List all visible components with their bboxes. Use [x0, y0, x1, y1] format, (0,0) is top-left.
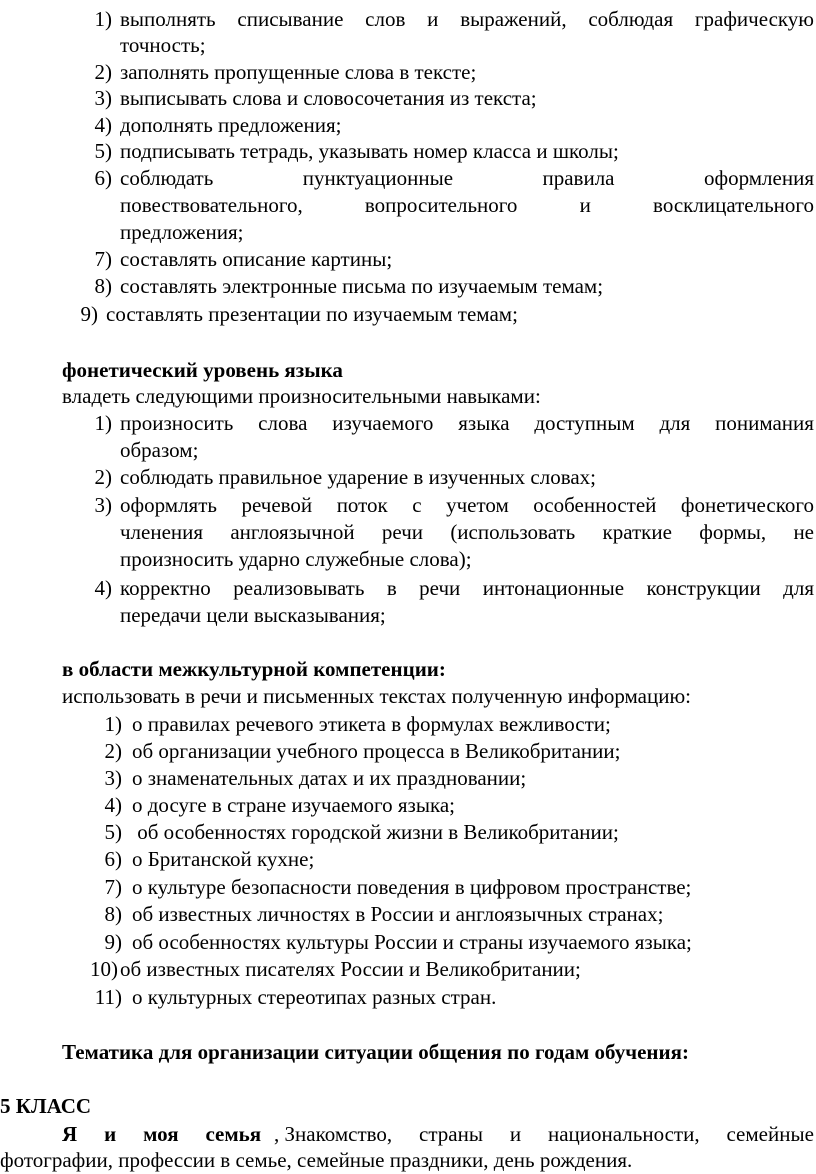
word: фонетического [680, 493, 814, 517]
word: и [579, 193, 591, 217]
topic-title-word: Я [62, 1122, 78, 1146]
list-item-number: 4) [104, 793, 122, 817]
list-item-number: 3) [94, 86, 112, 110]
word: выражений, [460, 7, 567, 31]
word: членения [120, 520, 204, 544]
list-item-text: составлять электронные письма по изучаемым темам; [120, 274, 604, 298]
list-item-number: 8) [104, 902, 122, 926]
list-item-number: 1) [104, 712, 122, 736]
list-item-text: о правилах речевого этикета в формулах вежливости; [132, 712, 611, 736]
word: восклицательного [653, 193, 814, 217]
word: реализовывать [233, 576, 365, 600]
list-item-number: 7) [104, 875, 122, 899]
word: доступным [534, 411, 635, 435]
section-intro: использовать в речи и письменных текстах полученную информацию: [62, 684, 691, 708]
topic-title-word: семья [205, 1122, 262, 1146]
list-item-text: о культуре безопасности поведения в цифровом пространстве; [132, 875, 692, 899]
word: оформлять [120, 493, 217, 517]
list-item-text-line: образом; [120, 438, 199, 462]
topic-title-word: моя [143, 1122, 179, 1146]
word: повествовательного, [120, 193, 303, 217]
word: языка [458, 411, 510, 435]
word: национальности, [548, 1122, 700, 1146]
word: и [509, 1122, 522, 1146]
list-item-text-line: произносить ударно служебные слова); [120, 547, 472, 571]
word: учетом [446, 493, 509, 517]
list-item-number: 5) [104, 820, 122, 844]
list-item-number: 1) [94, 7, 112, 31]
word: не [793, 520, 814, 544]
list-item-text: о культурных стереотипах разных стран. [132, 985, 497, 1009]
word: конструкции [646, 576, 761, 600]
word: (использовать [450, 520, 576, 544]
word: для [783, 576, 814, 600]
word: в [386, 576, 397, 600]
list-item-text-line [120, 575, 814, 601]
word: слова [258, 411, 308, 435]
list-item-number: 2) [94, 465, 112, 489]
word: правила [542, 166, 615, 190]
list-item-text: об организации учебного процесса в Великобритании; [132, 739, 621, 763]
word: особенностей [533, 493, 657, 517]
list-item-text: дополнять предложения; [120, 113, 342, 137]
word: вопросительного [364, 193, 518, 217]
section-heading: фонетический уровень языка [62, 358, 343, 382]
list-item-number: 4) [94, 576, 112, 600]
section-heading: в области межкультурной компетенции: [62, 657, 446, 681]
list-item-number: 5) [94, 139, 112, 163]
word: речевой [241, 493, 313, 517]
section-intro: владеть следующими произносительными навыками: [62, 384, 541, 408]
list-item-number: 6) [104, 847, 122, 871]
word: речи [381, 520, 424, 544]
word: пунктуационные [302, 166, 454, 190]
word: списывание [237, 7, 344, 31]
list-item-text: о досуге в стране изучаемого языка; [132, 793, 455, 817]
word: семейные [726, 1122, 814, 1146]
topics-heading: Тематика для организации ситуации общения по годам обучения: [62, 1040, 689, 1064]
word: , Знакомство, [274, 1122, 393, 1146]
list-item-text-line [120, 192, 814, 218]
grade-title: 5 КЛАСС [0, 1094, 92, 1118]
list-item-number: 10) [90, 957, 118, 981]
word: интонационные [482, 576, 625, 600]
list-item-text-line [120, 492, 814, 518]
list-item-text-line: передачи цели высказывания; [120, 603, 386, 627]
word: для [659, 411, 691, 435]
word: оформления [703, 166, 814, 190]
list-item-number: 9) [80, 302, 98, 326]
word: краткие [602, 520, 672, 544]
list-item-number: 2) [104, 739, 122, 763]
list-item-number: 3) [94, 493, 112, 517]
list-item-number: 7) [94, 247, 112, 271]
word: соблюдая [588, 7, 674, 31]
word: соблюдать [120, 166, 214, 190]
list-item-text: заполнять пропущенные слова в тексте; [120, 60, 477, 84]
list-item-text-line: предложения; [120, 220, 244, 244]
word: понимания [715, 411, 814, 435]
list-item-text-line [120, 519, 814, 545]
list-item-text: подписывать тетрадь, указывать номер класса и школы; [120, 139, 619, 163]
list-item-text: об особенностях культуры России и страны изучаемого языка; [132, 930, 692, 954]
word: слов [365, 7, 406, 31]
list-item-text: о знаменательных датах и их праздновании; [132, 766, 527, 790]
list-item-number: 4) [94, 113, 112, 137]
paragraph-line [62, 1121, 814, 1147]
list-item-text: составлять описание картины; [120, 247, 393, 271]
list-item-number: 1) [94, 411, 112, 435]
list-item-text: составлять презентации по изучаемым темам; [106, 302, 518, 326]
word: с [412, 493, 422, 517]
list-item-text: соблюдать правильное ударение в изученных словах; [120, 465, 597, 489]
list-item-number: 11) [94, 985, 122, 1009]
list-item-text: выписывать слова и словосочетания из текста; [120, 86, 537, 110]
word: речи [419, 576, 461, 600]
list-item-text: об особенностях городской жизни в Великобритании; [132, 820, 619, 844]
word: англоязычной [230, 520, 355, 544]
list-item-text: об известных писателях России и Великобритании; [120, 957, 581, 981]
word: произносить [120, 411, 234, 435]
word: корректно [120, 576, 211, 600]
list-item-number: 8) [94, 274, 112, 298]
word: поток [336, 493, 388, 517]
list-item-text-line: точность; [120, 33, 206, 57]
list-item-text-line [120, 410, 814, 436]
list-item-number: 9) [104, 930, 122, 954]
list-item-text: об известных личностях в России и англоязычных странах; [132, 902, 664, 926]
list-item-text-line [120, 6, 814, 32]
list-item-text-line [120, 165, 814, 191]
word: изучаемого [332, 411, 434, 435]
list-item-text: о Британской кухне; [132, 847, 315, 871]
word: выполнять [120, 7, 216, 31]
paragraph-line: фотографии, профессии в семье, семейные праздники, день рождения. [0, 1148, 633, 1172]
word: формы, [699, 520, 767, 544]
list-item-number: 6) [94, 166, 112, 190]
list-item-number: 3) [104, 766, 122, 790]
word: и [427, 7, 439, 31]
topic-title-word: и [104, 1122, 117, 1146]
word: страны [419, 1122, 483, 1146]
list-item-number: 2) [94, 60, 112, 84]
word: графическую [694, 7, 814, 31]
